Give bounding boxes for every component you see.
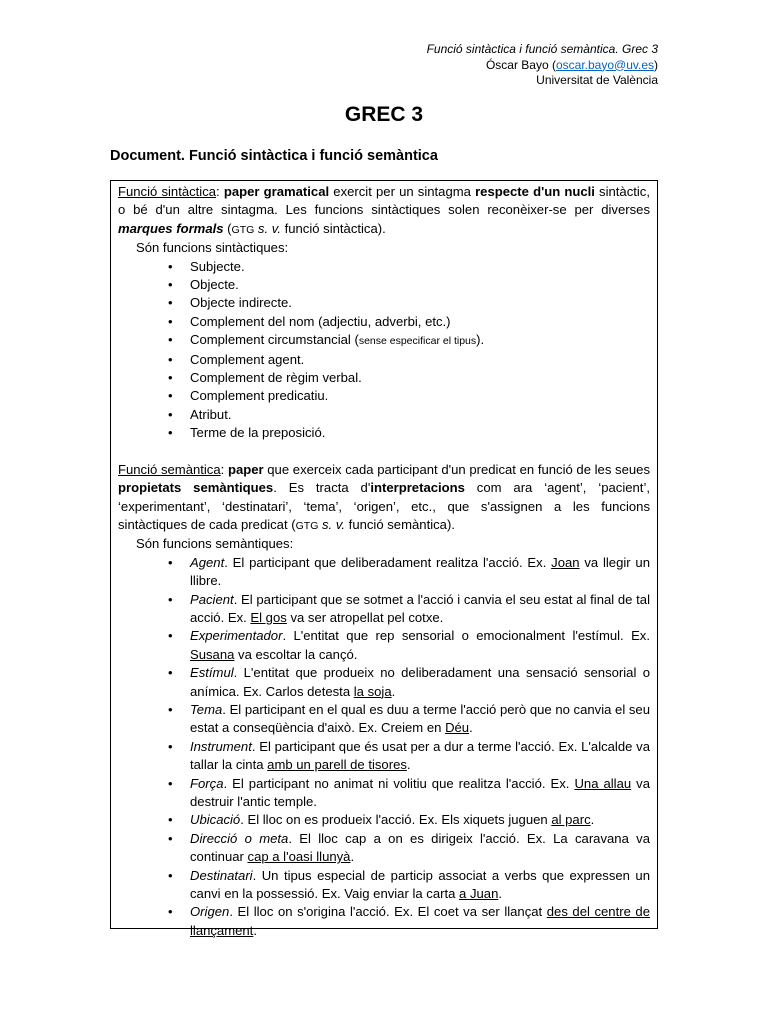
list-item [168, 554, 650, 591]
role-text: . L'entitat que produeix no deliberadament una sensació sensorial o anímica. Ex. Carlos detesta [190, 665, 650, 699]
role-after: . [590, 812, 595, 828]
role-name: Origen [190, 904, 230, 920]
role-name: Instrument [190, 738, 252, 754]
role-name: Pacient [190, 591, 234, 607]
bullet-icon: • [168, 258, 173, 274]
list-item [168, 294, 650, 312]
bullet-icon: • [168, 830, 173, 846]
syntactic-intro: Són funcions sintàctiques: [136, 240, 289, 256]
role-name: Experimentador [190, 628, 283, 644]
syntactic-definition [118, 183, 650, 239]
list-item [168, 738, 650, 775]
semantic-list [118, 554, 650, 941]
bullet-icon: • [168, 388, 173, 404]
role-name: Estímul [190, 665, 234, 681]
role-text: . El lloc cap a on es dirigeix l'acció. Ex. La caravana va continuar [190, 830, 651, 865]
email-link[interactable]: oscar.bayo@uv.es [555, 57, 654, 72]
syntactic-bold-2: respecte d'un nucli [475, 184, 595, 199]
list-item [168, 664, 650, 701]
semantic-text-1: que exerceix cada participant d'un predicat en funció de les seues [263, 461, 650, 477]
list-item [168, 424, 650, 442]
list-item [168, 406, 650, 424]
list-item-text: Complement agent. [190, 351, 305, 367]
list-item [168, 331, 650, 350]
syntactic-text-1: exercit per un sintagma [329, 184, 476, 199]
semantic-bold-2: propietats semàntiques [118, 480, 274, 496]
header-author-close: ) [654, 57, 658, 72]
role-example: El gos [250, 609, 287, 625]
role-text: . Un tipus especial de particip associat a verbs que expressen un canvi en la possessió. Ex. Vaig enviar la carta [190, 867, 650, 902]
semantic-bold-1: paper [227, 461, 264, 477]
semantic-gtg: GTG [295, 519, 319, 532]
role-name: Destinatari [190, 867, 253, 883]
role-text: . El lloc on s'origina l'acció. Ex. El coet va ser llançat [229, 904, 547, 920]
role-name: Ubicació [190, 812, 241, 828]
semantic-term: Funció semàntica [118, 461, 221, 477]
bullet-icon: • [168, 591, 173, 607]
list-item [168, 258, 650, 276]
role-after: . [253, 922, 257, 938]
list-item [168, 313, 650, 331]
role-text: . El participant que és usat per a dur a terme l'acció. Ex. L'alcalde va tallar la cinta [190, 738, 650, 773]
list-item [168, 369, 650, 387]
semantic-colon: : [220, 461, 225, 477]
syntactic-gtg: GTG [231, 223, 255, 236]
content-box [110, 180, 658, 938]
role-example: al parc [551, 812, 591, 828]
role-after: va llegir un llibre. [190, 554, 650, 589]
list-item [168, 627, 650, 664]
list-item [168, 276, 650, 294]
role-example: Joan [551, 554, 580, 570]
list-item-text: Complement del nom (adjectiu, adverbi, etc.) [190, 313, 451, 329]
role-example: a Juan [459, 886, 499, 902]
role-text: . El participant no animat ni volitiu que realitza l'acció. Ex. [223, 775, 575, 791]
role-after: va destruir l'antic temple. [190, 775, 650, 809]
role-example: Déu [445, 720, 470, 736]
role-text: . L'entitat que rep sensorial o emocionalment l'estímul. Ex. [282, 628, 650, 644]
list-item [168, 775, 650, 812]
list-item [168, 811, 650, 829]
bullet-icon: • [168, 904, 173, 920]
section-gap [118, 443, 650, 461]
bullet-icon: • [168, 775, 173, 791]
bullet-icon: • [168, 867, 173, 883]
role-name: Direcció o meta [190, 830, 289, 846]
list-item [168, 591, 650, 628]
bullet-icon: • [168, 425, 173, 441]
syntactic-text-3: ( [223, 220, 232, 236]
role-after: . [469, 720, 473, 736]
role-after: va ser atropellat pel cotxe. [286, 609, 444, 625]
bullet-icon: • [168, 554, 173, 570]
list-item [168, 830, 651, 867]
bullet-icon: • [168, 812, 173, 828]
role-example: amb un parell de tisores [267, 757, 407, 773]
role-example: cap a l'oasi llunyà [247, 849, 351, 865]
list-item-text: Terme de la preposició. [190, 425, 326, 441]
list-item-text: Objecte indirecte. [190, 295, 292, 311]
role-text: . El participant que deliberadament realitza l'acció. Ex. [224, 554, 552, 570]
role-name: Força [190, 775, 224, 791]
role-text: . El lloc on es produeix l'acció. Ex. Els xiquets juguen [240, 812, 552, 828]
role-after: va escoltar la cançó. [234, 646, 358, 662]
role-text: . El participant que se sotmet a l'acció i canvia el seu estat al final de tal acció. Ex. [190, 591, 650, 625]
semantic-text-2: . Es tracta d' [273, 480, 371, 496]
semantic-text-4: funció semàntica). [345, 516, 455, 532]
role-after: . [350, 849, 355, 865]
list-item-text: Subjecte. [190, 258, 245, 274]
role-name: Agent [190, 554, 225, 570]
syntactic-text-2: sintàctic, o bé d'un altre sintagma. Les funcions sintàctiques solen reconèixer-se per diverses [118, 184, 650, 218]
syntactic-sv: s. v. [254, 220, 281, 236]
bullet-icon: • [168, 406, 173, 422]
list-item [168, 351, 650, 369]
semantic-bold-3: interpretacions [370, 480, 465, 496]
bullet-icon: • [168, 277, 173, 293]
list-item-text: Objecte. [190, 277, 239, 293]
list-item [168, 903, 650, 940]
syntactic-term: Funció sintàctica [118, 184, 217, 199]
syntactic-text-4: funció sintàctica). [280, 220, 386, 236]
header-author: Óscar Bayo ( [485, 57, 556, 72]
document-title: GREC 3 [344, 103, 424, 126]
header-institution: Universitat de València [536, 73, 658, 87]
bullet-icon: • [168, 332, 173, 348]
syntactic-colon: : [216, 184, 220, 199]
header-author-line [427, 58, 658, 74]
syntactic-list [118, 258, 650, 443]
list-item [168, 387, 650, 405]
role-after: . [406, 757, 411, 773]
role-after: . [391, 683, 396, 699]
list-item-end: ). [476, 332, 485, 348]
bullet-icon: • [168, 313, 173, 329]
bullet-icon: • [168, 738, 173, 754]
semantic-intro: Són funcions semàntiques: [136, 536, 294, 552]
document-subtitle: Document. Funció sintàctica i funció semàntica [110, 148, 438, 164]
list-item [168, 701, 650, 738]
bullet-icon: • [168, 295, 173, 311]
bullet-icon: • [168, 628, 173, 644]
role-name: Tema [190, 701, 223, 717]
document-header [427, 42, 658, 89]
list-item-text: Complement circumstancial ( [190, 332, 359, 348]
header-course-line: Funció sintàctica i funció semàntica. Grec 3 [426, 42, 658, 56]
list-item-text: Complement predicatiu. [190, 388, 329, 404]
list-item-text: Complement de règim verbal. [190, 370, 362, 386]
role-example: des del centre de llançament [190, 904, 650, 938]
role-text: . El participant en el qual es duu a terme l'acció però que no canvia el seu estat a conseqüència d'això. Ex. Creiem en [190, 701, 650, 736]
role-example: Una allau [574, 775, 632, 791]
syntactic-bold-1: paper gramatical [223, 184, 330, 199]
bullet-icon: • [168, 351, 173, 367]
list-item-text: Atribut. [190, 406, 232, 422]
bullet-icon: • [168, 701, 173, 717]
syntactic-bold-italic: marques formals [118, 220, 224, 236]
semantic-definition [118, 461, 650, 536]
semantic-sv: s. v. [318, 516, 346, 532]
bullet-icon: • [168, 370, 173, 386]
role-after: . [498, 886, 503, 902]
list-item-note: sense especificar el tipus [358, 335, 477, 348]
bullet-icon: • [168, 665, 173, 681]
role-example: Susana [190, 646, 235, 662]
role-example: la soja [353, 683, 392, 699]
semantic-text-3: com ara ‘agent’, ‘pacient’, ‘experimentant’, ‘destinatari’, ‘tema’, ‘origen’, etc., que s'assignen a les funcions sintàctiques de cada predicat ( [118, 480, 650, 532]
list-item [168, 867, 650, 904]
